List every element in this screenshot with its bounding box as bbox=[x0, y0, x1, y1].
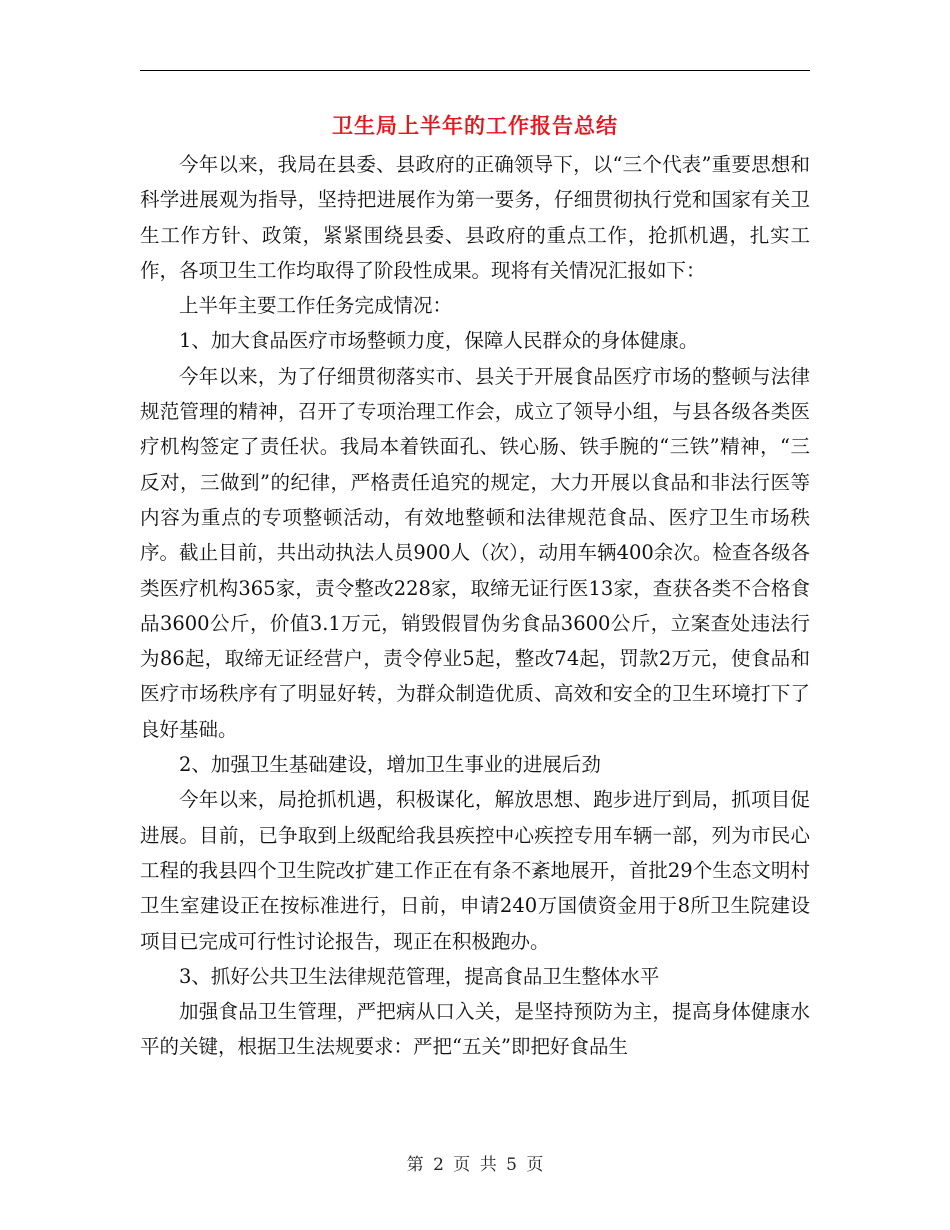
paragraph-section-3: 加强食品卫生管理，严把病从口入关，是坚持预防为主，提高身体健康水平的关键，根据卫生法规要求：严把“五关”即把好食品生 bbox=[140, 1000, 810, 1059]
paragraph-heading-2: 2、加强卫生基础建设，增加卫生事业的进展后劲 bbox=[179, 753, 601, 777]
paragraph-section-2: 今年以来，局抢抓机遇，积极谋化，解放思想、跑步进厅到局，抓项目促进展。目前，已争取到上级配给我县疾控中心疾控专用车辆一部，列为市民心工程的我县四个卫生院改扩建工作正在有条不紊地展开，首批29个生态文明村卫生室建设正在按标准进行，日前，申请240万国债资金用于8所卫生院建设项目已完成可行性讨论报告，现正在积极跑办。 bbox=[140, 788, 810, 953]
paragraph-heading-1: 1、加大食品医疗市场整顿力度，保障人民群众的身体健康。 bbox=[179, 329, 699, 353]
page-title: 卫生局上半年的工作报告总结 bbox=[332, 113, 618, 138]
paragraph-intro: 今年以来，我局在县委、县政府的正确领导下，以“三个代表”重要思想和科学进展观为指导，坚持把进展作为第一要务，仔细贯彻执行党和国家有关卫生工作方针、政策，紧紧围绕县委、县政府的重点工作，抢抓机遇，扎实工作，各项卫生工作均取得了阶段性成果。现将有关情况汇报如下： bbox=[140, 153, 810, 282]
header-rule bbox=[140, 70, 810, 71]
paragraph-heading-3: 3、抓好公共卫生法律规范管理，提高食品卫生整体水平 bbox=[179, 964, 660, 988]
document-body bbox=[140, 147, 810, 1065]
paragraph-section-1: 今年以来，为了仔细贯彻落实市、县关于开展食品医疗市场的整顿与法律规范管理的精神，召开了专项治理工作会，成立了领导小组，与县各级各类医疗机构签定了责任状。我局本着铁面孔、铁心肠、铁手腕的“三铁”精神，“三反对，三做到”的纪律，严格责任追究的规定，大力开展以食品和非法行医等内容为重点的专项整顿活动，有效地整顿和法律规范食品、医疗卫生市场秩序。截止目前，共出动执法人员900人（次），动用车辆400余次。检查各级各类医疗机构365家，责令整改228家，取缔无证行医13家，查获各类不合格食品3600公斤，价值3.1万元，销毁假冒伪劣食品3600公斤，立案查处违法行为86起，取缔无证经营户，责令停业5起，整改74起，罚款2万元，使食品和医疗市场秩序有了明显好转，为群众制造优质、高效和安全的卫生环境打下了良好基础。 bbox=[140, 364, 810, 741]
page-footer: 第 2 页 共 5 页 bbox=[406, 1155, 544, 1175]
paragraph-summary-heading: 上半年主要工作任务完成情况： bbox=[179, 294, 453, 318]
